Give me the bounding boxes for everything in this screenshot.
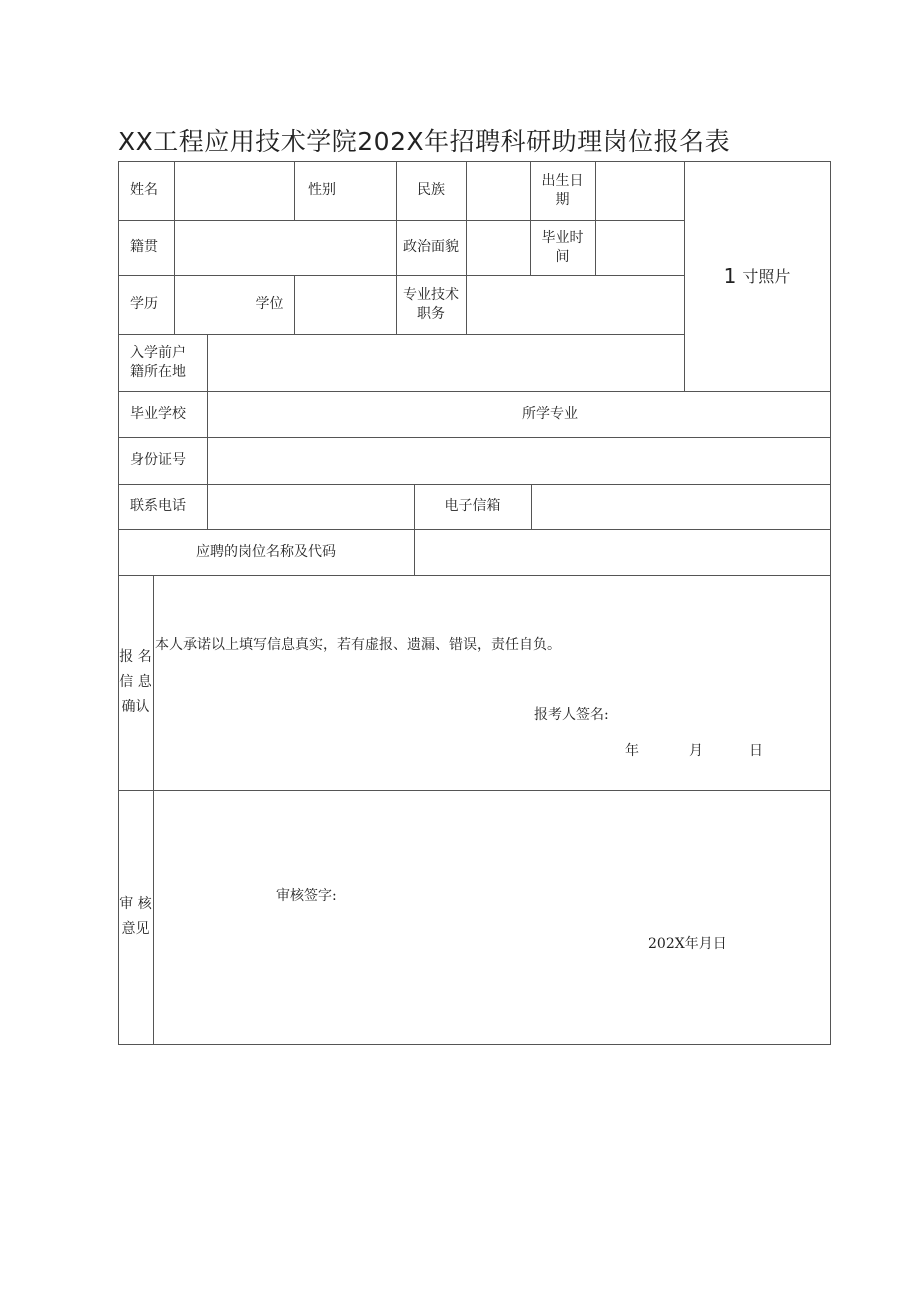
confirm-month: 月 [689, 743, 703, 759]
vline-153 [153, 575, 154, 1045]
confirm-signature-label: 报考人签名: [534, 707, 609, 723]
label-gender: 性别 [308, 182, 336, 198]
label-confirm [118, 575, 153, 790]
label-major: 所学专业 [522, 405, 578, 422]
label-confirm-line1: 报 名 [119, 649, 152, 665]
confirm-year: 年 [625, 743, 639, 759]
label-id-number: 身份证号 [130, 452, 186, 468]
form-title: XX工程应用技术学院202X年招聘科研助理岗位报名表 [118, 127, 731, 156]
label-birth-date-line2: 期 [555, 191, 570, 208]
major-field[interactable] [600, 392, 829, 436]
review-date: 202X年月日 [648, 936, 727, 952]
label-prior-residence-line2: 籍所在地 [130, 363, 186, 380]
label-review-line2: 意见 [121, 921, 150, 937]
label-political-status: 政治面貌 [403, 239, 459, 255]
label-grad-time [530, 220, 595, 275]
education-field[interactable] [175, 276, 245, 333]
native-place-field[interactable] [175, 221, 395, 274]
hline-r8 [118, 575, 831, 576]
label-tech-title-line1: 专业技术 [403, 286, 459, 303]
label-tech-title [396, 275, 466, 334]
label-email: 电子信箱 [444, 498, 501, 514]
label-birth-date [530, 161, 595, 220]
label-birth-date-line1: 出生日 [541, 172, 584, 189]
label-education: 学历 [130, 296, 158, 312]
grad-school-field[interactable] [208, 392, 508, 436]
label-native-place: 籍贯 [130, 239, 158, 255]
photo-box[interactable] [684, 161, 830, 391]
label-grad-school: 毕业学校 [130, 405, 186, 422]
label-review-line1: 审 核 [119, 896, 152, 912]
political-status-field[interactable] [467, 221, 529, 274]
confirm-statement: 本人承诺以上填写信息真实，若有虚报、遗漏、错误，责任自负。 [155, 637, 561, 653]
phone-field[interactable] [208, 485, 413, 528]
ethnicity-field[interactable] [467, 162, 529, 219]
prior-residence-field[interactable] [208, 335, 683, 390]
label-confirm-line3: 确认 [121, 699, 150, 715]
confirm-day: 日 [749, 743, 763, 759]
grad-time-field[interactable] [596, 221, 683, 274]
vline-294a [294, 161, 295, 220]
id-number-field[interactable] [208, 438, 829, 483]
label-prior-residence [118, 334, 207, 391]
email-field[interactable] [532, 485, 829, 528]
label-position: 应聘的岗位名称及代码 [196, 543, 336, 560]
label-tech-title-line2: 职务 [417, 305, 445, 322]
vline-right [830, 161, 831, 1045]
label-grad-time-line2: 间 [555, 248, 570, 265]
review-signature-label: 审核签字: [276, 888, 337, 904]
hline-bottom [118, 1044, 831, 1045]
degree-field[interactable] [295, 276, 395, 333]
name-field[interactable] [175, 162, 293, 219]
label-confirm-line2: 信 息 [119, 674, 152, 690]
photo-size-text: 寸照片 [742, 266, 791, 286]
birth-date-field[interactable] [596, 162, 683, 219]
label-grad-time-line1: 毕业时 [541, 229, 584, 246]
label-name: 姓名 [130, 182, 158, 198]
label-ethnicity: 民族 [417, 182, 445, 198]
tech-title-field[interactable] [467, 276, 683, 333]
label-phone: 联系电话 [130, 498, 186, 514]
label-prior-residence-line1: 入学前户 [130, 344, 186, 361]
position-field[interactable] [415, 530, 829, 574]
hline-r9 [118, 790, 831, 791]
label-review [118, 790, 153, 1044]
label-degree: 学位 [255, 296, 284, 312]
photo-size-number: 1 [723, 263, 737, 288]
